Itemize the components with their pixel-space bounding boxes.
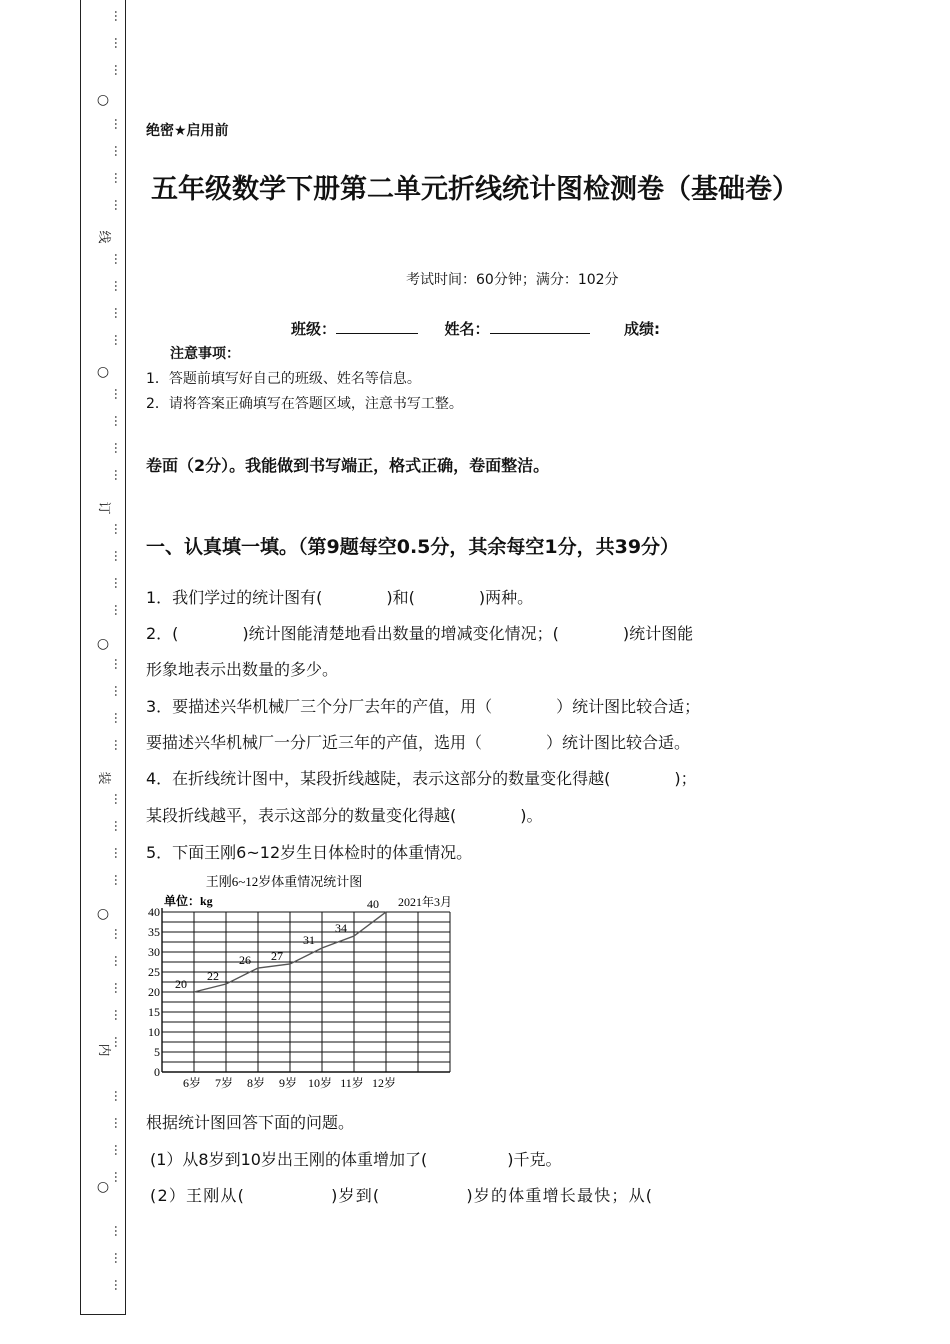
binding-dots: …	[112, 199, 126, 211]
y-tick-label: 40	[148, 905, 160, 919]
binding-label: 内	[96, 1043, 111, 1057]
y-tick-label: 5	[154, 1045, 160, 1059]
y-tick-label: 35	[148, 925, 160, 939]
binding-dots: …	[112, 37, 126, 49]
binding-dots: …	[112, 10, 126, 22]
question-line: (1）从8岁到10岁出王刚的体重增加了( )千克。	[150, 1150, 562, 1169]
note-item: 2．请将答案正确填写在答题区域，注意书写工整。	[146, 396, 463, 412]
y-tick-label: 20	[148, 985, 160, 999]
chart-unit: 单位：kg	[164, 894, 213, 908]
name-label: 姓名：	[444, 320, 490, 338]
class-label: 班级：	[291, 320, 337, 338]
question-line: 1．我们学过的统计图有( )和( )两种。	[146, 588, 534, 607]
binding-dots: …	[112, 739, 126, 751]
binding-dots: …	[112, 118, 126, 130]
y-tick-label: 15	[148, 1005, 160, 1019]
binding-dots: …	[112, 982, 126, 994]
note-item: 1．答题前填写好自己的班级、姓名等信息。	[146, 371, 421, 387]
binding-margin	[80, 0, 126, 1315]
question-line: 5．下面王刚6~12岁生日体检时的体重情况。	[146, 843, 473, 862]
data-label: 22	[207, 969, 219, 983]
binding-dots: …	[112, 577, 126, 589]
binding-dots: …	[112, 1090, 126, 1102]
section-1-title: 一、认真填一填。（第9题每空0.5分，其余每空1分，共39分）	[146, 536, 680, 558]
binding-dots: …	[112, 1144, 126, 1156]
y-tick-label: 10	[148, 1025, 160, 1039]
data-label: 31	[303, 933, 315, 947]
binding-dots: …	[112, 712, 126, 724]
binding-dots: …	[112, 145, 126, 157]
data-label: 34	[335, 921, 347, 935]
x-tick-label: 10岁	[307, 1076, 333, 1090]
x-tick-label: 11岁	[340, 1076, 364, 1090]
binding-circle: ○	[96, 1179, 110, 1195]
chart-x-labels	[183, 1075, 396, 1090]
binding-dots: …	[112, 307, 126, 319]
binding-dots: …	[112, 253, 126, 265]
binding-circle: ○	[96, 636, 110, 652]
binding-dots: …	[112, 172, 126, 184]
question-line: 形象地表示出数量的多少。	[146, 660, 339, 679]
binding-dots: …	[112, 442, 126, 454]
binding-dots: …	[112, 847, 126, 859]
binding-dots: …	[112, 874, 126, 886]
binding-dots: …	[112, 523, 126, 535]
binding-dots: …	[112, 469, 126, 481]
data-label: 40	[367, 897, 379, 911]
binding-dots: …	[112, 955, 126, 967]
y-tick-label: 30	[148, 945, 160, 959]
chart-date: 2021年3月	[397, 895, 452, 909]
name-blank[interactable]	[490, 319, 590, 334]
binding-dots: …	[112, 1009, 126, 1021]
question-line: 4．在折线统计图中，某段折线越陡，表示这部分的数量变化得越( )；	[146, 769, 697, 788]
binding-dots: …	[112, 1252, 126, 1264]
x-tick-label: 12岁	[371, 1076, 397, 1090]
page-neatness-instruction: 卷面（2分）。我能做到书写端正，格式正确，卷面整洁。	[146, 456, 550, 475]
binding-circle: ○	[96, 92, 110, 108]
binding-dots: …	[112, 1036, 126, 1048]
weight-line-chart	[144, 871, 456, 1093]
data-label: 27	[271, 949, 283, 963]
y-tick-label: 25	[148, 965, 160, 979]
chart-title: 王刚6~12岁体重情况统计图	[205, 874, 363, 889]
binding-circle: ○	[96, 906, 110, 922]
question-line: (2）王刚从( )岁到( )岁的体重增长最快；从(	[150, 1186, 654, 1205]
score-label: 成绩:	[623, 320, 660, 338]
binding-dots: …	[112, 1171, 126, 1183]
x-tick-label: 9岁	[278, 1076, 298, 1090]
data-label: 26	[239, 953, 251, 967]
binding-label: 装	[96, 771, 111, 785]
confidential-label: 绝密★启用前	[146, 123, 229, 139]
binding-dots: …	[112, 64, 126, 76]
exam-info: 考试时间：60分钟；满分：102分	[406, 272, 619, 288]
data-label: 20	[175, 977, 187, 991]
question-line: 根据统计图回答下面的问题。	[146, 1113, 355, 1132]
binding-dots: …	[112, 550, 126, 562]
x-tick-label: 6岁	[182, 1076, 202, 1090]
binding-dots: …	[112, 415, 126, 427]
binding-label: 订	[96, 501, 111, 515]
binding-dots: …	[112, 1279, 126, 1291]
binding-dots: …	[112, 388, 126, 400]
binding-dots: …	[112, 280, 126, 292]
question-line: 3．要描述兴华机械厂三个分厂去年的产值，用（ ）统计图比较合适；	[146, 697, 701, 716]
binding-dots: …	[112, 928, 126, 940]
binding-dots: …	[112, 820, 126, 832]
x-tick-label: 8岁	[246, 1076, 266, 1090]
y-tick-label: 0	[154, 1065, 160, 1079]
binding-dots: …	[112, 334, 126, 346]
chart-data-labels	[175, 897, 379, 991]
binding-dots: …	[112, 685, 126, 697]
binding-dots: …	[112, 1225, 126, 1237]
x-tick-label: 7岁	[214, 1076, 234, 1090]
question-line: 某段折线越平，表示这部分的数量变化得越( )。	[146, 806, 543, 825]
page-title: 五年级数学下册第二单元折线统计图检测卷（基础卷）	[151, 174, 799, 205]
question-line: 2．( )统计图能清楚地看出数量的增减变化情况；( )统计图能	[146, 624, 694, 643]
notes-title: 注意事项：	[170, 346, 240, 362]
question-line: 要描述兴华机械厂一分厂近三年的产值，选用（ ）统计图比较合适。	[146, 733, 691, 752]
chart-y-ticks	[148, 905, 160, 1079]
binding-dots: …	[112, 604, 126, 616]
binding-label: 线	[96, 230, 111, 244]
binding-circle: ○	[96, 364, 110, 380]
student-info-fields	[291, 318, 660, 339]
class-blank[interactable]	[336, 319, 418, 334]
binding-dots: …	[112, 793, 126, 805]
binding-dots: …	[112, 658, 126, 670]
binding-dots: …	[112, 1117, 126, 1129]
